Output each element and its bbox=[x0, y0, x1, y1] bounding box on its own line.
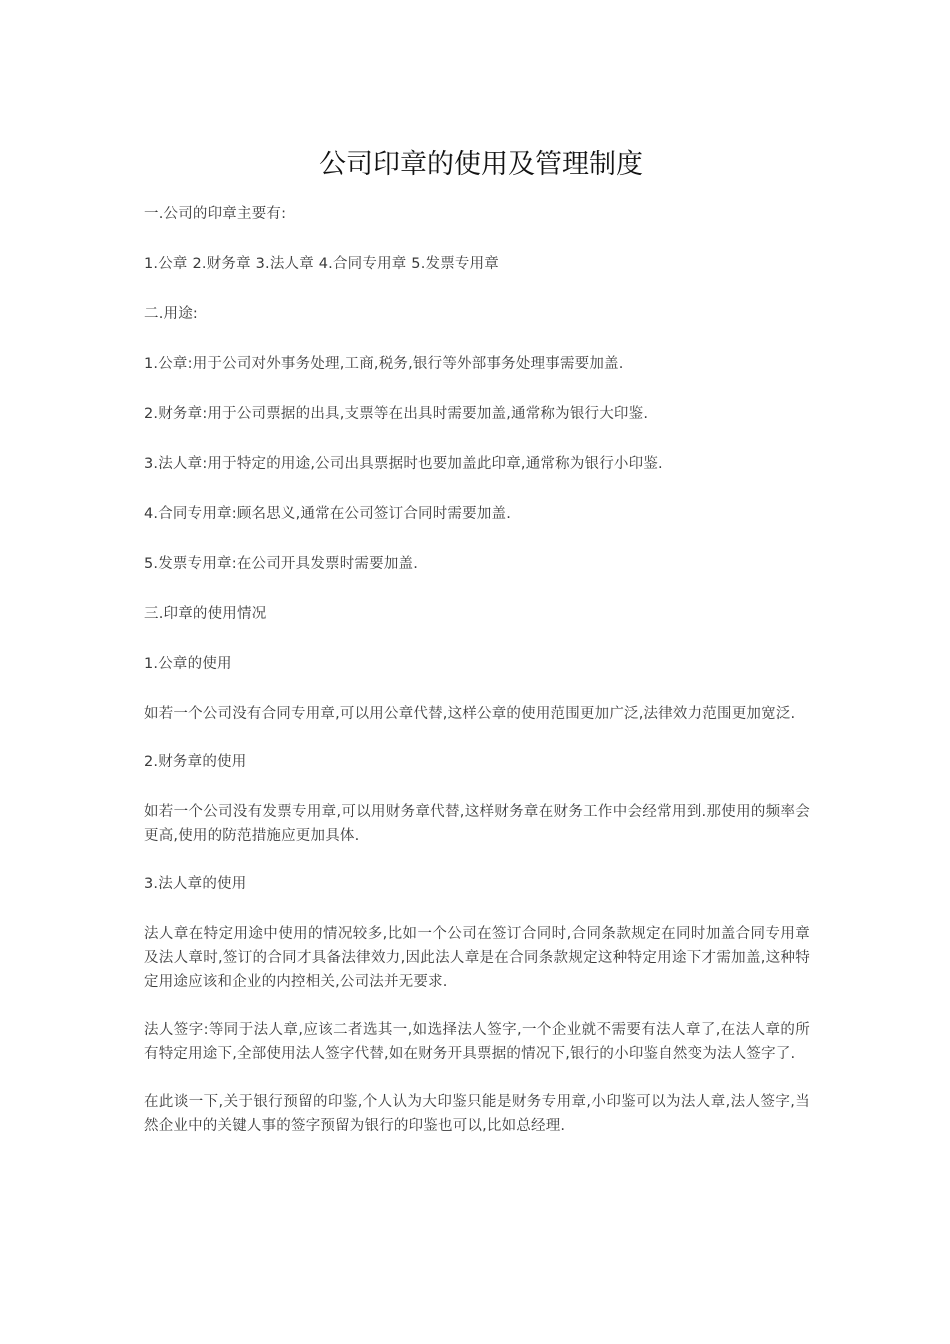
section-heading-purpose: 二.用途: bbox=[144, 306, 198, 322]
usage-heading-finance-seal: 2.财务章的使用 bbox=[144, 754, 247, 770]
purpose-invoice-seal: 5.发票专用章:在公司开具发票时需要加盖. bbox=[144, 556, 419, 572]
purpose-official-seal: 1.公章:用于公司对外事务处理,工商,税务,银行等外部事务处理事需要加盖. bbox=[144, 356, 624, 372]
purpose-finance-seal: 2.财务章:用于公司票据的出具,支票等在出具时需要加盖,通常称为银行大印鉴. bbox=[144, 406, 649, 422]
document-page bbox=[144, 140, 810, 1162]
purpose-legal-rep-seal: 3.法人章:用于特定的用途,公司出具票据时也要加盖此印章,通常称为银行小印鉴. bbox=[144, 456, 663, 472]
usage-heading-official-seal: 1.公章的使用 bbox=[144, 656, 232, 672]
seal-list: 1.公章 2.财务章 3.法人章 4.合同专用章 5.发票专用章 bbox=[144, 256, 500, 272]
document-title: 公司印章的使用及管理制度 bbox=[319, 149, 643, 180]
legal-rep-signature-text: 法人签字:等同于法人章,应该二者选其一,如选择法人签字,一个企业就不需要有法人章了,在法人章的所有特定用途下,全部使用法人签字代替,如在财务开具票据的情况下,银行的小印鉴自然变为法人签字了. bbox=[144, 1022, 810, 1062]
purpose-contract-seal: 4.合同专用章:顾名思义,通常在公司签订合同时需要加盖. bbox=[144, 506, 512, 522]
section-heading-usage: 三.印章的使用情况 bbox=[144, 606, 267, 622]
bank-seal-note-text: 在此谈一下,关于银行预留的印鉴,个人认为大印鉴只能是财务专用章,小印鉴可以为法人章,法人签字,当然企业中的关键人事的签字预留为银行的印鉴也可以,比如总经理. bbox=[144, 1094, 810, 1134]
usage-heading-legal-rep-seal: 3.法人章的使用 bbox=[144, 876, 247, 892]
section-heading-seal-types: 一.公司的印章主要有: bbox=[144, 206, 287, 222]
usage-legal-rep-seal-text: 法人章在特定用途中使用的情况较多,比如一个公司在签订合同时,合同条款规定在同时加盖合同专用章及法人章时,签订的合同才具备法律效力,因此法人章是在合同条款规定这种特定用途下才需加盖,这种特定用途应该和企业的内控相关,公司法并无要求. bbox=[144, 926, 810, 990]
usage-official-seal-text: 如若一个公司没有合同专用章,可以用公章代替,这样公章的使用范围更加广泛,法律效力范围更加宽泛. bbox=[144, 706, 796, 722]
usage-finance-seal-text: 如若一个公司没有发票专用章,可以用财务章代替,这样财务章在财务工作中会经常用到.那使用的频率会更高,使用的防范措施应更加具体. bbox=[144, 804, 810, 844]
